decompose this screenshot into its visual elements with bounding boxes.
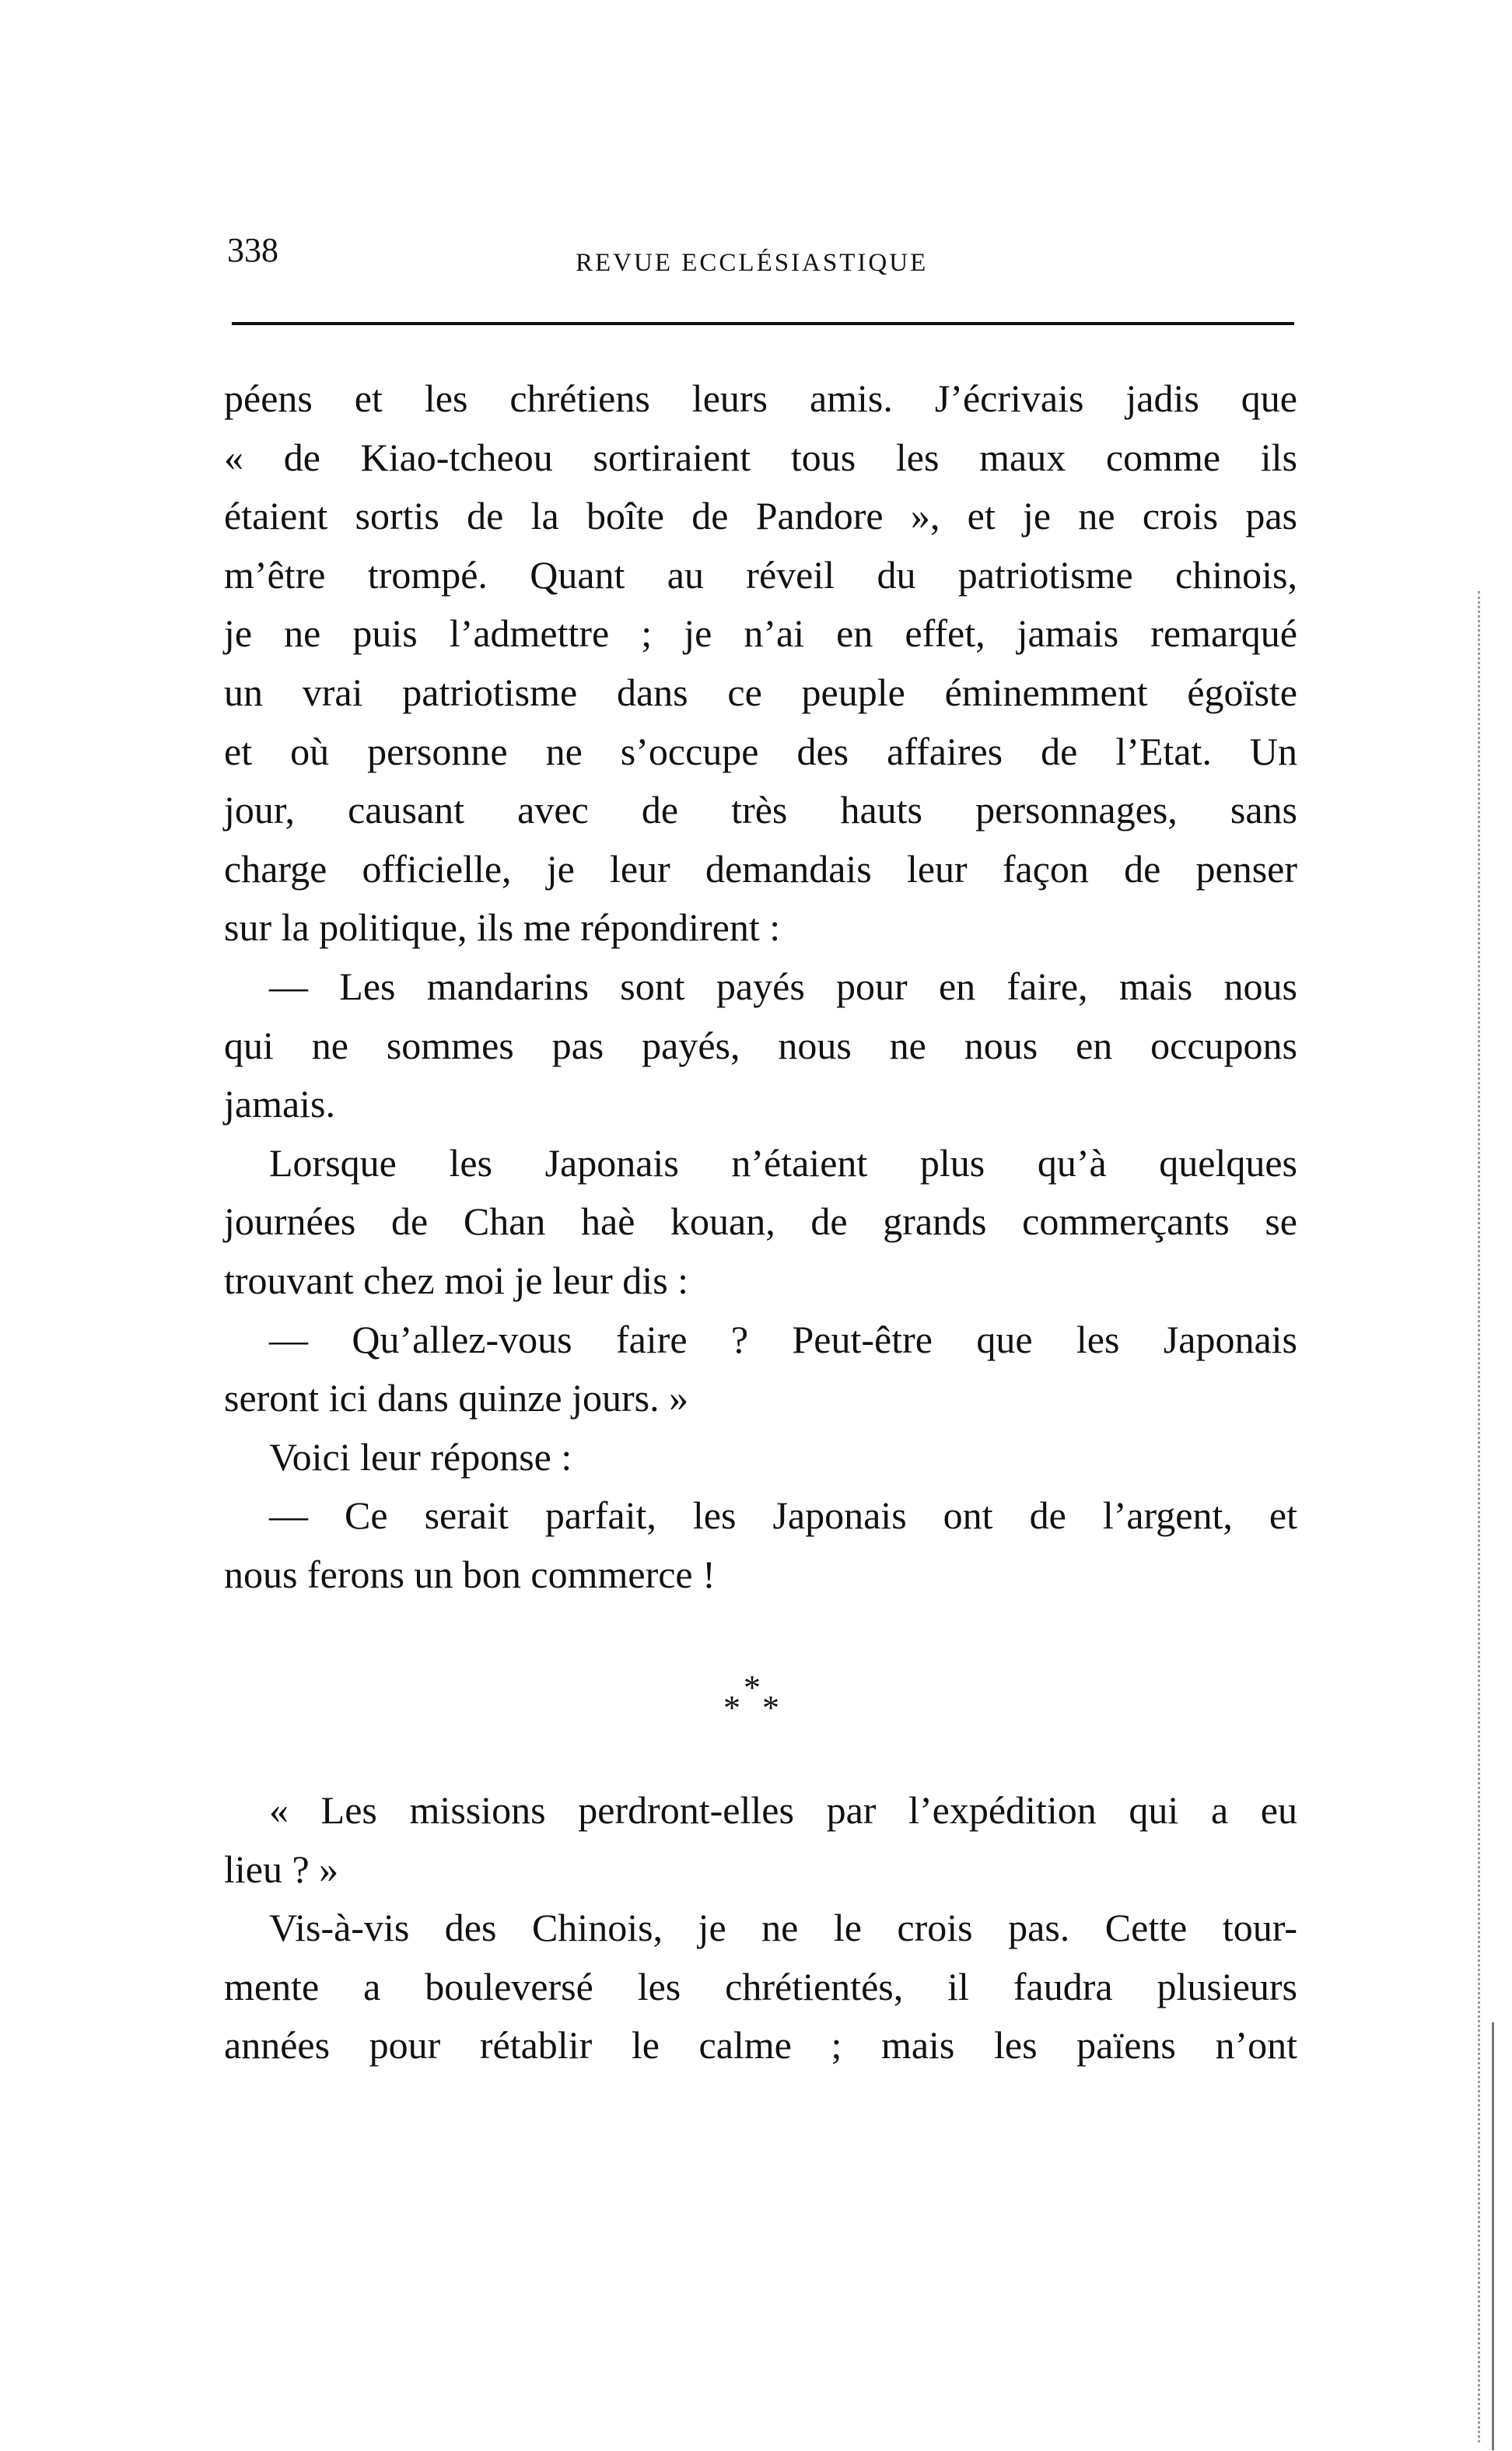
- body-text-continued: [224, 1781, 1297, 2075]
- margin-binding-mark: [1478, 591, 1480, 2442]
- text-line: péens et les chrétiens leurs amis. J’écrivais jadis que: [224, 376, 1297, 420]
- text-line: seront ici dans quinze jours. »: [224, 1376, 689, 1420]
- text-line: m’être trompé. Quant au réveil du patriotisme chinois,: [224, 552, 1297, 597]
- text-line: — Ce serait parfait, les Japonais ont de l’argent, et: [269, 1493, 1297, 1538]
- text-line: nous ferons un bon commerce !: [224, 1552, 716, 1596]
- text-line: « de Kiao-tcheou sortiraient tous les maux comme ils: [224, 435, 1297, 479]
- text-line: étaient sortis de la boîte de Pandore », et je ne crois pas: [224, 494, 1297, 538]
- page-number: 338: [227, 231, 278, 269]
- text-line: jamais.: [224, 1082, 336, 1126]
- header-rule: [232, 322, 1294, 325]
- body-text: [224, 369, 1297, 1604]
- text-line: qui ne sommes pas payés, nous ne nous en occupons: [224, 1023, 1297, 1067]
- margin-binding-mark: [1492, 2022, 1494, 2450]
- text-line: trouvant chez moi je leur dis :: [224, 1258, 689, 1302]
- text-line: Lorsque les Japonais n’étaient plus qu’à quelques: [269, 1140, 1297, 1185]
- text-line: — Qu’allez-vous faire ? Peut-être que les Japonais: [269, 1317, 1297, 1361]
- asterism-separator: [723, 1668, 786, 1733]
- text-line: « Les missions perdront-elles par l’expédition qui a eu: [269, 1788, 1297, 1832]
- text-line: je ne puis l’admettre ; je n’ai en effet, jamais remarqué: [224, 611, 1297, 656]
- text-line: sur la politique, ils me répondirent :: [224, 905, 781, 950]
- text-line: Vis-à-vis des Chinois, je ne le crois pas. Cette tour-: [269, 1906, 1297, 1950]
- text-line: et où personne ne s’occupe des affaires de l’Etat. Un: [224, 729, 1297, 773]
- text-line: lieu ? »: [224, 1847, 339, 1891]
- text-line: — Les mandarins sont payés pour en faire, mais nous: [269, 964, 1297, 1008]
- asterisk: *: [744, 1668, 761, 1707]
- text-line: mente a bouleversé les chrétientés, il faudra plusieurs: [224, 1964, 1297, 2008]
- text-line: jour, causant avec de très hauts personnages, sans: [224, 788, 1297, 832]
- asterisk: *: [762, 1689, 779, 1727]
- text-line: Voici leur réponse :: [269, 1434, 572, 1479]
- text-line: journées de Chan haè kouan, de grands commerçants se: [224, 1199, 1297, 1244]
- text-line: charge officielle, je leur demandais leur façon de penser: [224, 846, 1297, 891]
- running-title: REVUE ECCLÉSIASTIQUE: [576, 249, 929, 277]
- text-line: un vrai patriotisme dans ce peuple éminemment égoïste: [224, 670, 1297, 714]
- text-line: années pour rétablir le calme ; mais les païens n’ont: [224, 2023, 1297, 2068]
- asterisk: *: [723, 1689, 740, 1727]
